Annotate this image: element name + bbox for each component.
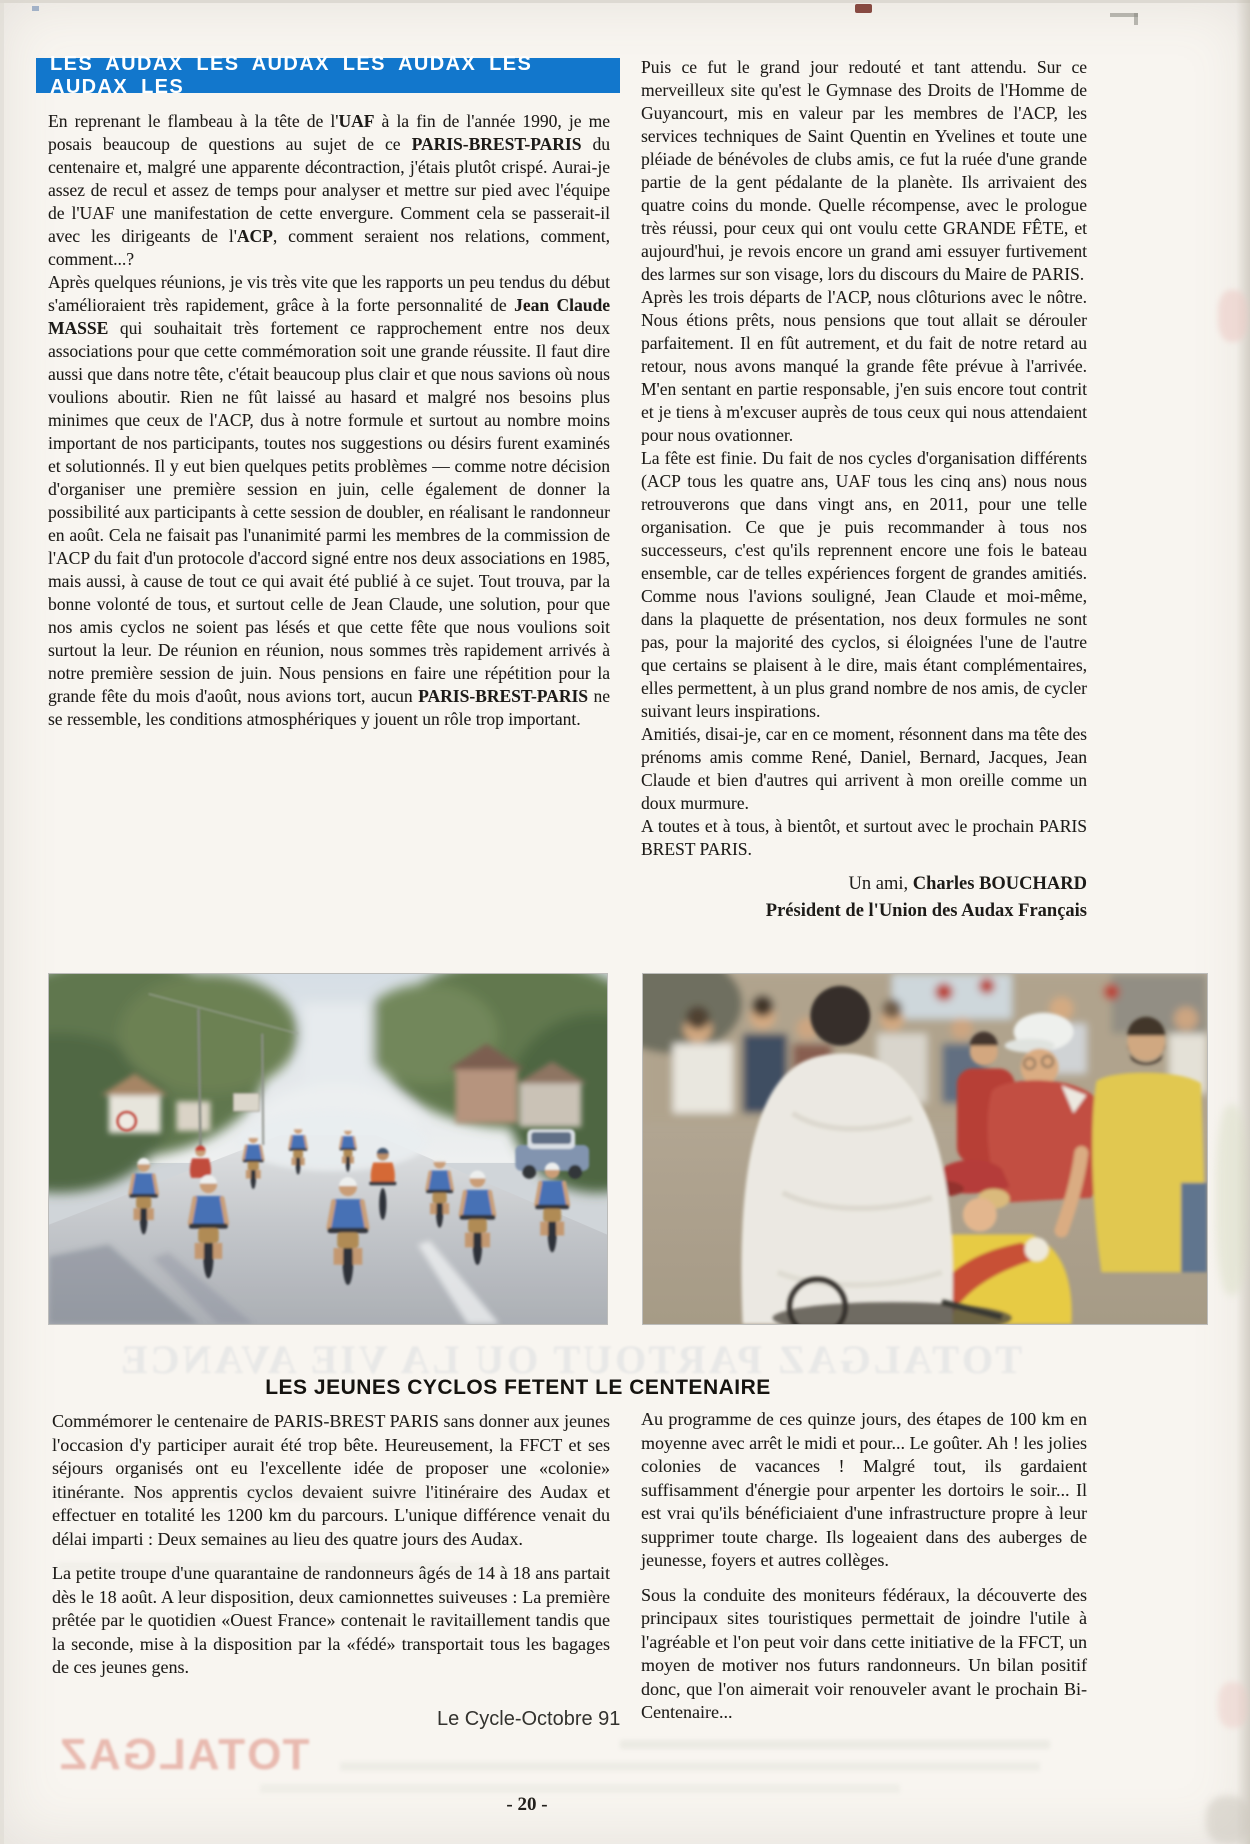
paragraph: Sous la conduite des moniteurs fédéraux, la découverte des principaux sites touristiques permettait de joindre l'utile à l'agréable et l'on peut voir dans cette initiative de la FFCT, un moyen de motiver nos futurs randonneurs. Un bilan positif donc, que l'on aimerait voir renouveler avant le prochain Bi-Centenaire... xyxy=(641,1584,1087,1722)
article-column-left xyxy=(48,110,610,731)
section-heading: LES JEUNES CYCLOS FETENT LE CENTENAIRE xyxy=(265,1376,771,1399)
paragraph: La petite troupe d'une quarantaine de randonneurs âgés de 14 à 18 ans partait dès le 18 août. A leur disposition, deux camionnettes suiveuses : La première prêtée par le quotidien «Ouest France» contenait le ravitaillement tandis que la seconde, mise à la disposition par la «fédé» transportait tous les bagages de ces jeunes gens. xyxy=(52,1563,610,1677)
scan-edge-top xyxy=(0,0,1250,3)
photo-peloton-illustration xyxy=(49,974,607,1324)
showthrough-line xyxy=(340,1762,1040,1771)
photo-start-crowd xyxy=(642,973,1208,1325)
paragraph: Au programme de ces quinze jours, des étapes de 100 km en moyenne avec arrêt le midi et pour... Le goûter. Ah ! les jolies colonies de vacances ! Malgré tout, ils gardaient suffisamment d'énergie pour arpenter les dortoirs le soir... Il est vrai qu'ils bénéficiaient d'une infrastructure propre à leur supprimer toute charge. Ils logeaient dans des auberges de jeunesse, foyers et autres collèges. xyxy=(641,1409,1087,1570)
youth-column-left xyxy=(52,1410,610,1691)
youth-column-right xyxy=(641,1408,1087,1736)
showthrough-headline: TOTALGAZ PARTOUT OU LA VIE AVANCE xyxy=(117,1337,1023,1382)
showthrough-line xyxy=(260,1784,900,1793)
scan-mark-gray-horizontal xyxy=(1110,13,1138,17)
photo-peloton xyxy=(48,973,608,1325)
paragraph: Commémorer le centenaire de PARIS-BREST PARIS sans donner aux jeunes l'occasion d'y participer aurait été trop bête. Heureusement, la FFCT et ses séjours organisés ont eu l'excellente idée de proposer une «colonie» itinérante. Nos apprentis cyclos devaient suivre l'itinéraire des Audax et effectuer en totalité les 1200 km du parcours. L'unique différence venait du délai imparti : Deux semaines au lieu des quatre jours des Audax. xyxy=(52,1411,610,1549)
scan-edge-left xyxy=(0,0,4,1844)
photo-crowd-illustration xyxy=(643,974,1207,1324)
scan-speck-red xyxy=(855,4,872,13)
magazine-credit: Le Cycle-Octobre 91 xyxy=(437,1708,621,1730)
paragraph: La fête est finie. Du fait de nos cycles d'organisation différents (ACP tous les quatre ans, UAF tous les cinq ans) nous nous retrouverons que dans vingt ans, en 2011, pour une telle organisation. Ce que je puis recommander à tous nos successeurs, c'est qu'ils reprennent encore une fois le bateau ensemble, car de telles expériences forgent de grandes amitiés. Comme nous l'avions souligné, Jean Claude et moi-même, dans la plaquette de présentation, nos deux formules ne sont pas, pour la majorité des cyclos, si éloignées l'une de l'autre que certains se plaisent à le dire, mais étant complémentaires, elles permettent, à un plus grand nombre de nos amis, de cycler suivant leurs inspirations. xyxy=(641,448,1087,721)
page-number: - 20 - xyxy=(506,1794,548,1815)
paragraph: A toutes et à tous, à bientôt, et surtout avec le prochain PARIS BREST PARIS. xyxy=(641,816,1087,859)
article-signature xyxy=(641,871,1087,925)
audax-banner: LES AUDAX LES AUDAX LES AUDAX LES AUDAX LES xyxy=(36,58,620,93)
showthrough-line xyxy=(620,1740,1050,1749)
paragraph: Après quelques réunions, je vis très vite que les rapports un peu tendus du début s'amélioraient très rapidement, grâce à la forte personnalité de Jean Claude MASSE qui souhaitait très fortement ce rapprochement entre nos deux associations pour que cette commémoration soit une grande réussite. Il faut dire aussi que dans notre tête, c'était beaucoup plus clair et que nous savions où nous voulions aboutir. Rien ne fût laissé au hasard et malgré nos besoins plus minimes que ceux de l'ACP, dus à notre formule et surtout au nombre moins important de nos participants, toutes nos suggestions ou désirs furent examinés et solutionnés. Il y eut bien quelques petits problèmes — comme notre décision d'organiser une première session en juin, celle également de donner la possibilité aux participants à cette session de doubler, en réalisant le randonneur en août. Cela ne faisait pas l'unanimité parmi les membres de la commission de l'ACP du fait d'un protocole d'accord signé entre nos deux associations en 1985, mais aussi, à cause de tout ce qui avait été publié à ce sujet. Tout trouva, par la bonne volonté de tous, et surtout celle de Jean Claude, une solution, pour que nos amis cyclos ne soient pas lésés et que cette fête que nous voulions soit surtout la leur. De réunion en réunion, nous sommes très rapidement arrivés à notre première session de juin. Nous pensions en faire une répétition pour la grande fête du mois d'août, nous avions tort, aucun PARIS-BREST-PARIS ne se ressemble, les conditions atmosphériques y jouent un rôle trop important. xyxy=(48,272,610,729)
showthrough-brand: TOTALGAZ xyxy=(58,1730,310,1779)
paragraph: Puis ce fut le grand jour redouté et tant attendu. Sur ce merveilleux site qu'est le Gymnase des Droits de l'Homme de Guyancourt, mis en valeur par les membres de l'ACP, les services techniques de Saint Quentin en Yvelines et toute une pléiade de bénévoles de clubs amis, ce fut la ruée d'une grande partie de la gent pédalante de la planète. Ils arrivaient des quatre coins du monde. Quelle récompense, avec le prologue très réussi, pour ceux qui ont voulu cette GRANDE FÊTE, et aujourd'hui, je revois encore un grand ami essuyer furtivement des larmes sur son visage, lors du discours du Maire de PARIS. xyxy=(641,57,1087,284)
paragraph: Après les trois départs de l'ACP, nous clôturions avec le nôtre. Nous étions prêts, nous pensions que tout allait se dérouler parfaitement. Il en fût autrement, et du fait de notre retard au retour, nous avons manqué la grande fête prévue à l'arrivée. M'en sentant en partie responsable, j'en suis encore tout contrit et je tiens à m'excuser auprès de tous ceux qui nous attendaient pour nous ovationner. xyxy=(641,287,1087,445)
scan-edge-right xyxy=(1236,0,1250,1844)
signature-author: Un ami, Charles BOUCHARD xyxy=(848,874,1087,894)
scan-speck-blue xyxy=(32,6,39,11)
scan-mark-gray-vertical xyxy=(1134,13,1138,25)
paragraph: En reprenant le flambeau à la tête de l'UAF à la fin de l'année 1990, je me posais beaucoup de questions au sujet de ce PARIS-BREST-PARIS du centenaire et, malgré une apparente décontraction, j'étais plutôt crispé. Aurai-je assez de recul et assez de temps pour analyser et mettre sur pied avec l'équipe de l'UAF une manifestation de cette envergure. Comment cela se passerait-il avec les dirigeants de l'ACP, comment seraient nos relations, comment, comment...? xyxy=(48,111,611,269)
article-column-right xyxy=(641,56,1087,925)
paragraph: Amitiés, disai-je, car en ce moment, résonnent dans ma tête des prénoms amis comme René, Daniel, Bernard, Jacques, Jean Claude et bien d'autres qui arrivent à mon oreille comme un doux murmure. xyxy=(641,724,1087,813)
signature-title: Président de l'Union des Audax Français xyxy=(765,901,1087,921)
